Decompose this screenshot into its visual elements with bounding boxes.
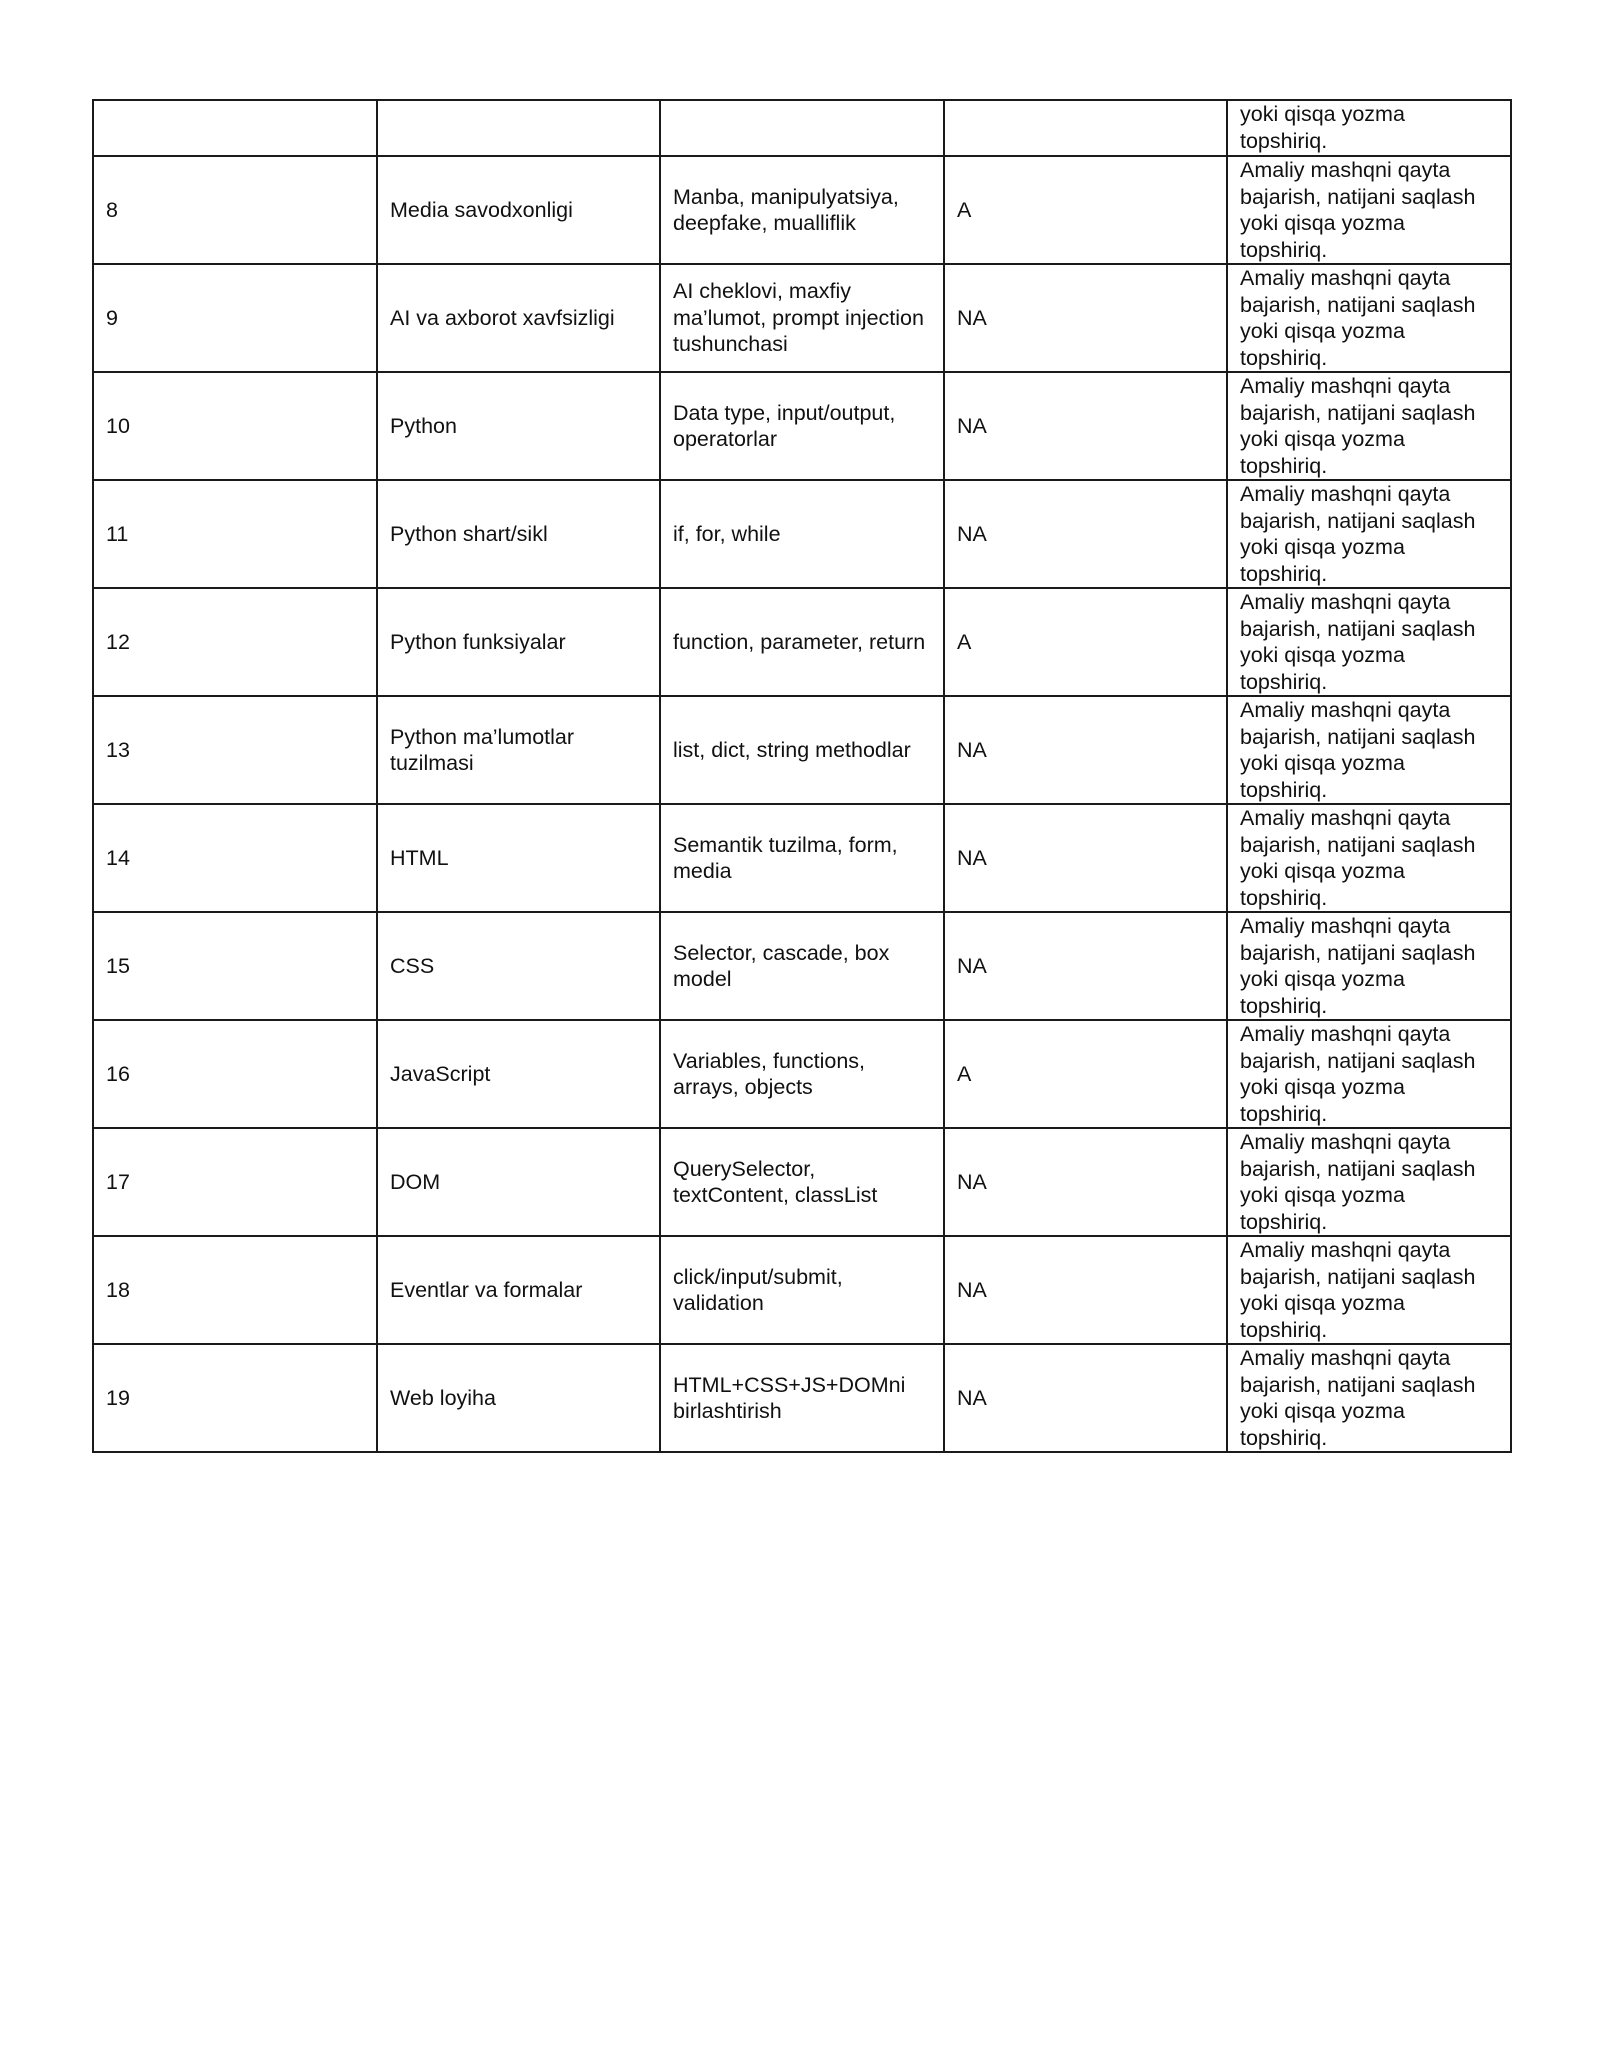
table-row	[93, 1128, 1511, 1236]
cell-number: 16	[93, 1020, 377, 1128]
cell-task: Amaliy mashqni qayta bajarish, natijani saqlash yoki qisqa yozma topshiriq.	[1227, 372, 1511, 480]
cell-topic: Python	[377, 372, 660, 480]
cell-number: 17	[93, 1128, 377, 1236]
cell-task: Amaliy mashqni qayta bajarish, natijani saqlash yoki qisqa yozma topshiriq.	[1227, 480, 1511, 588]
cell-topic: Web loyiha	[377, 1344, 660, 1452]
cell-mark: NA	[944, 1128, 1227, 1236]
cell-mark: A	[944, 156, 1227, 264]
cell-number: 14	[93, 804, 377, 912]
cell-task: Amaliy mashqni qayta bajarish, natijani saqlash yoki qisqa yozma topshiriq.	[1227, 1344, 1511, 1452]
table-row	[93, 696, 1511, 804]
table-row	[93, 1236, 1511, 1344]
cell-topic: Python shart/sikl	[377, 480, 660, 588]
cell-mark: NA	[944, 804, 1227, 912]
cell-task: Amaliy mashqni qayta bajarish, natijani saqlash yoki qisqa yozma topshiriq.	[1227, 1236, 1511, 1344]
cell-task: Amaliy mashqni qayta bajarish, natijani saqlash yoki qisqa yozma topshiriq.	[1227, 1020, 1511, 1128]
cell-number: 9	[93, 264, 377, 372]
cell-number: 13	[93, 696, 377, 804]
cell-content: HTML+CSS+JS+DOMni birlashtirish	[660, 1344, 944, 1452]
table-row	[93, 372, 1511, 480]
cell-mark: A	[944, 1020, 1227, 1128]
cell-content: QuerySelector, textContent, classList	[660, 1128, 944, 1236]
cell-content: AI cheklovi, maxfiy ma’lumot, prompt injection tushunchasi	[660, 264, 944, 372]
cell-content	[660, 100, 944, 156]
table-row	[93, 480, 1511, 588]
cell-number: 8	[93, 156, 377, 264]
cell-task: Amaliy mashqni qayta bajarish, natijani saqlash yoki qisqa yozma topshiriq.	[1227, 912, 1511, 1020]
cell-topic: JavaScript	[377, 1020, 660, 1128]
cell-content: Data type, input/output, operatorlar	[660, 372, 944, 480]
cell-mark: NA	[944, 480, 1227, 588]
table-body	[93, 100, 1511, 1452]
cell-topic: Python ma’lumotlar tuzilmasi	[377, 696, 660, 804]
cell-number: 19	[93, 1344, 377, 1452]
table-row	[93, 1020, 1511, 1128]
lesson-plan-table	[92, 99, 1512, 1453]
cell-number: 10	[93, 372, 377, 480]
cell-task: Amaliy mashqni qayta bajarish, natijani saqlash yoki qisqa yozma topshiriq.	[1227, 1128, 1511, 1236]
cell-content: function, parameter, return	[660, 588, 944, 696]
cell-task: yoki qisqa yozma topshiriq.	[1227, 100, 1511, 156]
cell-content: if, for, while	[660, 480, 944, 588]
table-row	[93, 1344, 1511, 1452]
cell-number: 12	[93, 588, 377, 696]
cell-task: Amaliy mashqni qayta bajarish, natijani saqlash yoki qisqa yozma topshiriq.	[1227, 156, 1511, 264]
table-row	[93, 804, 1511, 912]
cell-topic	[377, 100, 660, 156]
cell-mark: NA	[944, 264, 1227, 372]
cell-content: click/input/submit, validation	[660, 1236, 944, 1344]
cell-topic: Eventlar va formalar	[377, 1236, 660, 1344]
cell-topic: HTML	[377, 804, 660, 912]
cell-number: 15	[93, 912, 377, 1020]
cell-mark	[944, 100, 1227, 156]
cell-mark: NA	[944, 912, 1227, 1020]
table-row	[93, 156, 1511, 264]
table-row	[93, 912, 1511, 1020]
cell-mark: NA	[944, 372, 1227, 480]
cell-number: 18	[93, 1236, 377, 1344]
cell-content: Selector, cascade, box model	[660, 912, 944, 1020]
cell-number: 11	[93, 480, 377, 588]
cell-topic: Python funksiyalar	[377, 588, 660, 696]
table-row	[93, 588, 1511, 696]
cell-mark: NA	[944, 1236, 1227, 1344]
cell-content: Semantik tuzilma, form, media	[660, 804, 944, 912]
cell-content: Manba, manipulyatsiya, deepfake, mualliflik	[660, 156, 944, 264]
cell-task: Amaliy mashqni qayta bajarish, natijani saqlash yoki qisqa yozma topshiriq.	[1227, 264, 1511, 372]
cell-task: Amaliy mashqni qayta bajarish, natijani saqlash yoki qisqa yozma topshiriq.	[1227, 804, 1511, 912]
cell-topic: Media savodxonligi	[377, 156, 660, 264]
cell-topic: CSS	[377, 912, 660, 1020]
cell-topic: DOM	[377, 1128, 660, 1236]
cell-mark: NA	[944, 696, 1227, 804]
cell-mark: A	[944, 588, 1227, 696]
table-row	[93, 264, 1511, 372]
cell-mark: NA	[944, 1344, 1227, 1452]
cell-number	[93, 100, 377, 156]
cell-content: list, dict, string methodlar	[660, 696, 944, 804]
cell-topic: AI va axborot xavfsizligi	[377, 264, 660, 372]
cell-task: Amaliy mashqni qayta bajarish, natijani saqlash yoki qisqa yozma topshiriq.	[1227, 588, 1511, 696]
cell-task: Amaliy mashqni qayta bajarish, natijani saqlash yoki qisqa yozma topshiriq.	[1227, 696, 1511, 804]
table-row-continued	[93, 100, 1511, 156]
cell-content: Variables, functions, arrays, objects	[660, 1020, 944, 1128]
